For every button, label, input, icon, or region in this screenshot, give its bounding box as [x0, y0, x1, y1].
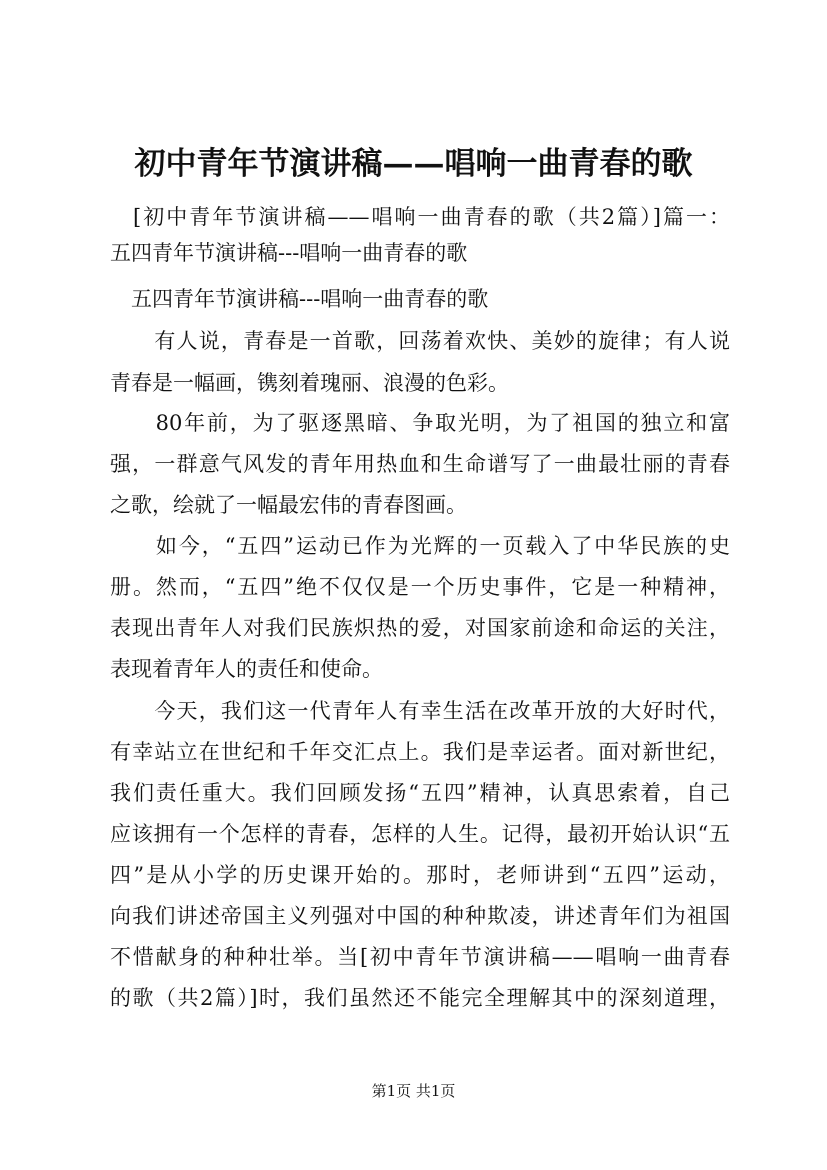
text-line: 四”是从小学的历史课开始的。那时，老师讲到“五四”运动，: [110, 863, 730, 887]
text-line: 今天，我们这一代青年人有幸生活在改革开放的大好时代，: [110, 699, 730, 723]
text-line: 向我们讲述帝国主义列强对中国的种种欺凌，讲述青年们为祖国: [110, 904, 730, 928]
text-line: 五四青年节演讲稿---唱响一曲青春的歌: [110, 241, 468, 265]
text-line: 的歌（共2篇）]时，我们虽然还不能完全理解其中的深刻道理，: [110, 986, 730, 1010]
text-line: 之歌，绘就了一幅最宏伟的青春图画。: [110, 493, 467, 517]
text-line: 应该拥有一个怎样的青春，怎样的人生。记得，最初开始认识“五: [110, 822, 730, 846]
text-line: 有人说，青春是一首歌，回荡着欢快、美妙的旋律；有人说: [110, 329, 730, 353]
text-line: 青春是一幅画，镌刻着瑰丽、浪漫的色彩。: [110, 371, 509, 395]
text-line: 80年前，为了驱逐黑暗、争取光明，为了祖国的独立和富: [110, 411, 730, 435]
text-line: [初中青年节演讲稿——唱响一曲青春的歌（共2篇）]篇一：: [110, 205, 730, 229]
document-title: 初中青年节演讲稿——唱响一曲青春的歌: [134, 146, 693, 182]
text-line: 强，一群意气风发的青年用热血和生命谱写了一曲最壮丽的青春: [110, 452, 730, 476]
text-line: 表现着青年人的责任和使命。: [110, 657, 383, 681]
text-line: 有幸站立在世纪和千年交汇点上。我们是幸运者。面对新世纪，: [110, 740, 730, 764]
text-line: 我们责任重大。我们回顾发扬“五四”精神，认真思索着，自己: [110, 781, 730, 805]
text-line: 表现出青年人对我们民族炽热的爱，对国家前途和命运的关注，: [110, 616, 730, 640]
text-line: 如今，“五四”运动已作为光辉的一页载入了中华民族的史: [110, 534, 730, 558]
page-number-footer: 第1页 共1页: [371, 1082, 456, 1100]
text-line: 不惜献身的种种壮举。当[初中青年节演讲稿——唱响一曲青春: [110, 945, 730, 969]
text-line: 五四青年节演讲稿---唱响一曲青春的歌: [110, 287, 489, 311]
text-line: 册。然而，“五四”绝不仅仅是一个历史事件，它是一种精神，: [110, 575, 730, 599]
